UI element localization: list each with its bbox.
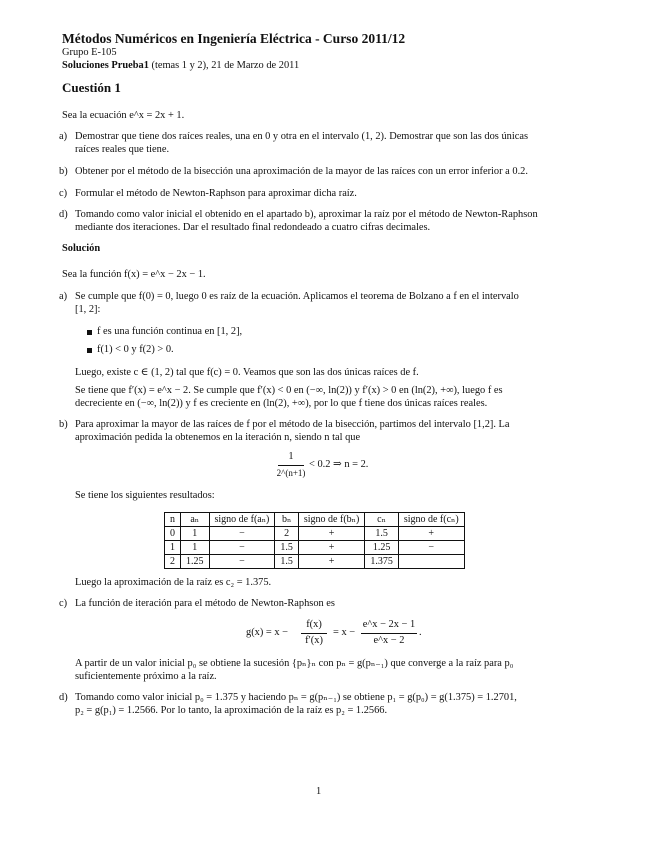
iteration-eq-left: g(x) = x − <box>246 627 289 638</box>
question-a-line1: Demostrar que tiene dos raíces reales, una en 0 y otra en el intervalo (1, 2). Demostrar que son las dos únicas <box>75 131 528 142</box>
solution-b-label: b) <box>59 419 68 430</box>
bisection-frac-numerator: 1 <box>288 451 294 462</box>
table-cell: 1.5 <box>275 541 299 555</box>
table-cell: 1 <box>181 527 210 541</box>
table-cell: 1.5 <box>275 555 299 569</box>
table-cell: 1.375 <box>365 555 399 569</box>
solution-b-line2: aproximación pedida la obtenemos en la iteración n, siendo n tal que <box>75 432 361 443</box>
table-cell: − <box>209 555 275 569</box>
iteration-frac1-numerator: f(x) <box>306 619 322 630</box>
solution-heading: Solución <box>62 243 101 254</box>
table-cell: − <box>398 541 464 555</box>
table-cell: + <box>298 541 364 555</box>
solution-c-p-line2: suficientemente próximo a la raíz. <box>75 671 217 682</box>
solution-a-line1: Se cumple que f(0) = 0, luego 0 es raíz de la ecuación. Aplicamos el teorema de Bolzano a f en el intervalo <box>75 291 519 302</box>
fraction-bar <box>361 633 417 634</box>
table-row <box>165 541 465 555</box>
solution-d-label: d) <box>59 692 68 703</box>
group-label: Grupo E-105 <box>62 47 117 58</box>
table-cell: + <box>398 527 464 541</box>
solution-c-line1: La función de iteración para el método de Newton-Raphson es <box>75 598 335 609</box>
question-c-line1: Formular el método de Newton-Raphson para aproximar dicha raíz. <box>75 188 357 199</box>
page-number: 1 <box>316 786 322 797</box>
solution-a-p2-line1: Se tiene que f′(x) = e^x − 2. Se cumple que f′(x) < 0 en (−∞, ln(2)) y f′(x) > 0 en (ln(2), +∞), luego f es <box>75 385 503 396</box>
question-d-label: d) <box>59 209 68 220</box>
col-header-sign-fcn: signo de f(cₙ) <box>398 513 464 527</box>
table-intro: Se tiene los siguientes resultados: <box>75 490 215 501</box>
col-header-an: aₙ <box>181 513 210 527</box>
table-cell: 1.5 <box>365 527 399 541</box>
fraction-bar <box>301 633 327 634</box>
iteration-frac2-denominator: e^x − 2 <box>373 635 405 646</box>
question-c-label: c) <box>59 188 68 199</box>
iteration-frac1-denominator: f′(x) <box>305 635 323 646</box>
solution-c-label: c) <box>59 598 68 609</box>
solution-a-bullet1: f es una función continua en [1, 2], <box>97 326 243 337</box>
solution-a-line2: [1, 2]: <box>75 304 101 315</box>
solution-c-p-line1: A partir de un valor inicial p₀ se obtiene la sucesión {pₙ}ₙ con pₙ = g(pₙ₋₁) que converge a la raíz para p₀ <box>75 658 514 669</box>
question-heading: Cuestión 1 <box>62 80 121 95</box>
table-cell: + <box>298 555 364 569</box>
col-header-cn: cₙ <box>365 513 399 527</box>
table-cell: − <box>209 541 275 555</box>
table-cell: 1 <box>181 541 210 555</box>
subtitle-rest: (temas 1 y 2), 21 de Marzo de 2011 <box>151 60 300 71</box>
table-cell: 1.25 <box>365 541 399 555</box>
bullet-icon <box>87 330 92 335</box>
question-intro: Sea la ecuación e^x = 2x + 1. <box>62 110 185 121</box>
table-header-row <box>165 513 465 527</box>
col-header-n: n <box>165 513 181 527</box>
table-cell: 2 <box>275 527 299 541</box>
col-header-bn: bₙ <box>275 513 299 527</box>
solution-a-p2-line2: decreciente en (−∞, ln(2)) y f es creciente en (ln(2), +∞), por lo que f tiene dos únicas raíces reales. <box>75 398 488 409</box>
bullet-icon <box>87 348 92 353</box>
table-cell: 1 <box>165 541 181 555</box>
question-b-label: b) <box>59 166 68 177</box>
table-row <box>165 527 465 541</box>
table-cell: 1.25 <box>181 555 210 569</box>
bisection-condition: < 0.2 ⇒ n = 2. <box>309 459 369 470</box>
solution-a-bullet2: f(1) < 0 y f(2) > 0. <box>97 344 174 355</box>
bisection-results-table <box>164 512 465 569</box>
col-header-sign-fan: signo de f(aₙ) <box>209 513 275 527</box>
table-cell <box>398 555 464 569</box>
question-b-line1: Obtener por el método de la bisección una aproximación de la mayor de las raíces con un error inferior a 0.2. <box>75 166 528 177</box>
subtitle <box>62 60 299 72</box>
document-title: Métodos Numéricos en Ingeniería Eléctrica - Curso 2011/12 <box>62 31 406 46</box>
question-a-label: a) <box>59 131 68 142</box>
bisection-frac-denominator: 2^(n+1) <box>276 468 306 478</box>
solution-intro: Sea la función f(x) = e^x − 2x − 1. <box>62 269 206 280</box>
question-d-line1: Tomando como valor inicial el obtenido en el apartado b), aproximar la raíz por el método de Newton-Raphson <box>75 209 538 220</box>
solution-a-label: a) <box>59 291 68 302</box>
solution-a-p1: Luego, existe c ∈ (1, 2) tal que f(c) = 0. Veamos que son las dos únicas raíces de f. <box>75 367 419 378</box>
table-cell: − <box>209 527 275 541</box>
solution-b-line1: Para aproximar la mayor de las raíces de f por el método de la bisección, partimos del intervalo [1,2]. La <box>75 419 510 430</box>
solution-d-line2: p₂ = g(p₁) = 1.2566. Por lo tanto, la aproximación de la raíz es p₂ = 1.2566. <box>75 705 388 716</box>
table-cell: 0 <box>165 527 181 541</box>
fraction-bar <box>278 465 304 466</box>
solution-d-line1: Tomando como valor inicial p₀ = 1.375 y haciendo pₙ = g(pₙ₋₁) se obtiene p₁ = g(p₀) = g(1.375) = 1.2701, <box>75 692 517 703</box>
iteration-frac2-numerator: e^x − 2x − 1 <box>362 619 416 630</box>
iteration-eq-mid: = x − <box>333 627 356 638</box>
question-d-line2: mediante dos iteraciones. Dar el resultado final redondeado a cuatro cifras decimales. <box>75 222 431 233</box>
iteration-eq-end: . <box>419 627 422 638</box>
col-header-sign-fbn: signo de f(bₙ) <box>298 513 364 527</box>
subtitle-bold: Soluciones Prueba1 <box>62 60 149 71</box>
table-row <box>165 555 465 569</box>
table-cell: + <box>298 527 364 541</box>
bisection-result: Luego la aproximación de la raíz es c₂ = 1.375. <box>75 577 272 588</box>
table-cell: 2 <box>165 555 181 569</box>
question-a-line2: raíces reales que tiene. <box>75 144 170 155</box>
